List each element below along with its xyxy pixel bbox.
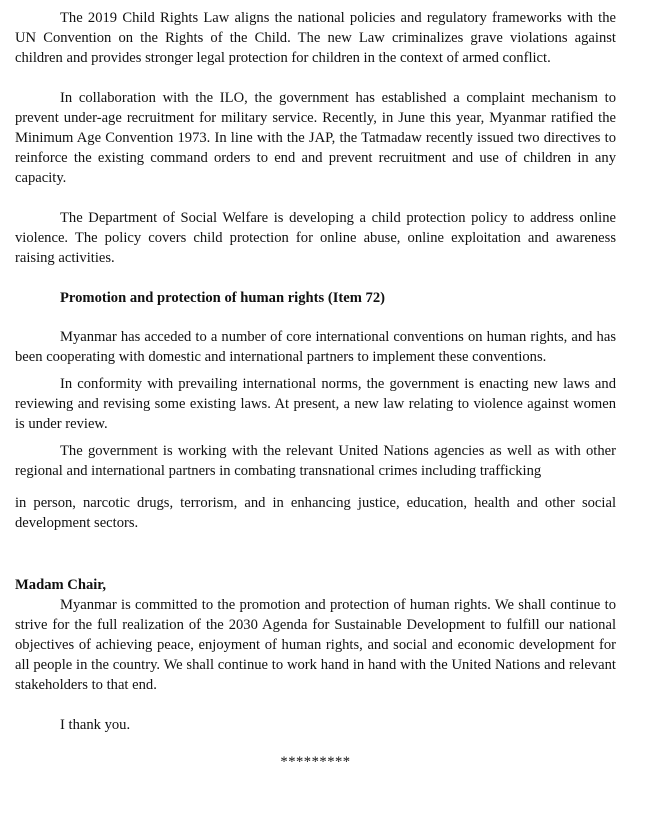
paragraph-core-conventions: Myanmar has acceded to a number of core international conventions on human rights, and has been cooperating with domestic and international partners to implement these conventions. (15, 329, 616, 365)
section-heading-item-72: Promotion and protection of human rights (Item 72) (60, 290, 385, 306)
paragraph-child-rights-law: The 2019 Child Rights Law aligns the national policies and regulatory frameworks with the UN Convention on the Rights of the Child. The new Law criminalizes grave violations against children and provides stronger legal protection for children in the context of armed conflict. (15, 10, 616, 66)
paragraph-transnational-crimes: The government is working with the relevant United Nations agencies as well as with other regional and international partners in combating transnational crimes including trafficking (15, 443, 616, 479)
document-page (15, 8, 616, 772)
end-mark: ********* (280, 754, 351, 770)
paragraph-commitment: Myanmar is committed to the promotion and protection of human rights. We shall continue to strive for the full realization of the 2030 Agenda for Sustainable Development to fulfill our national objectives of achieving peace, enjoyment of human rights, and social and economic development for all people in the country. We shall continue to work hand in hand with the United Nations and relevant stakeholders to that end. (15, 597, 616, 693)
closing-thanks: I thank you. (60, 717, 131, 733)
paragraph-ilo-collaboration: In collaboration with the ILO, the government has established a complaint mechanism to prevent under-age recruitment for military service. Recently, in June this year, Myanmar ratified the Minimum Age Convention 1973. In line with the JAP, the Tatmadaw recently issued two directives to reinforce the existing command orders to end and prevent recruitment and use of children in any capacity. (15, 90, 616, 186)
paragraph-new-laws: In conformity with prevailing international norms, the government is enacting new laws and reviewing and revising some existing laws. At present, a new law relating to violence against women is under review. (15, 376, 616, 432)
salutation-madam-chair: Madam Chair, (15, 577, 107, 593)
paragraph-transnational-crimes-continued: in person, narcotic drugs, terrorism, and in enhancing justice, education, health and other social development sectors. (15, 495, 616, 531)
paragraph-social-welfare: The Department of Social Welfare is developing a child protection policy to address online violence. The policy covers child protection for online abuse, online exploitation and awareness raising activities. (15, 210, 616, 266)
